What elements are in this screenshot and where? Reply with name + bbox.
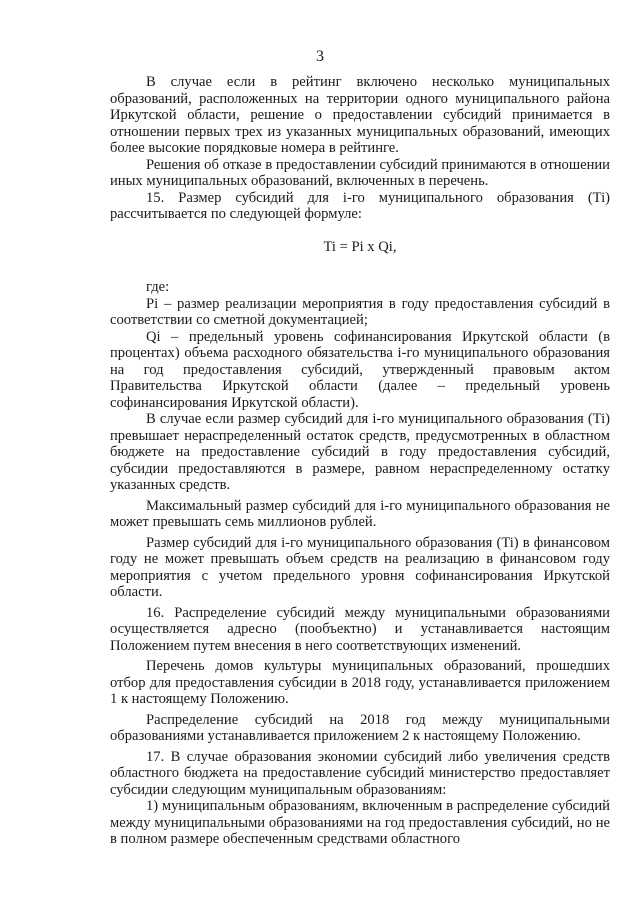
paragraph-distribution-appendix-2: Распределение субсидий на 2018 год между муниципальными образованиями устанавливается приложением 2 к настоящему Положению. xyxy=(110,711,610,744)
paragraph-exceeds-remainder: В случае если размер субсидий для i-го муниципального образования (Ti) превышает нераспределенный остаток средств, предусмотренных в областном бюджете на предоставление субсидий в году предоставления субсидий, субсидии предоставляются в размере, равном нераспределенному остатку указанных средств. xyxy=(110,411,610,493)
paragraph-15-size: 15. Размер субсидий для i-го муниципального образования (Ti) рассчитывается по следующей формуле: xyxy=(110,189,610,222)
paragraph-rating-rule: В случае если в рейтинг включено несколько муниципальных образований, расположенных на территории одного муниципального района Иркутской области, решение о предоставлении субсидий принимается в отношении первых трех из указанных муниципальных образований, имеющих более высокие порядковые номера в рейтинге. xyxy=(110,74,610,156)
paragraph-17-savings: 17. В случае образования экономии субсидий либо увеличения средств областного бюджета на предоставление субсидий министерство предоставляет субсидии следующим муниципальным образованиям: xyxy=(110,748,610,798)
paragraph-where: где: xyxy=(146,279,170,295)
definition-qi: Qi – предельный уровень софинансирования Иркутской области (в процентах) объема расходного обязательства i-го муниципального образования на год предоставления субсидий, утвержденный правовым актом Правительства Иркутской области (далее – предельный уровень софинансирования Иркутской области). xyxy=(110,328,610,411)
paragraph-financial-year: Размер субсидий для i-го муниципального образования (Ti) в финансовом году не может превышать объем средств на реализацию в финансовом году мероприятия с учетом предельного уровня софинансирования Иркутской области. xyxy=(110,534,610,600)
paragraph-17-item-1: 1) муниципальным образованиям, включенным в распределение субсидий между муниципальными образованиями на год предоставления субсидий, но не в полном размере обеспеченным средствами областного xyxy=(110,798,610,847)
page-number: 3 xyxy=(316,48,324,65)
paragraph-refusal: Решения об отказе в предоставлении субсидий принимаются в отношении иных муниципальных образований, включенных в перечень. xyxy=(110,156,610,189)
definition-pi: Pi – размер реализации мероприятия в году предоставления субсидий в соответствии со сметной документацией; xyxy=(110,295,610,328)
document-body xyxy=(110,74,610,848)
paragraph-16-distribution: 16. Распределение субсидий между муниципальными образованиями осуществляется адресно (пообъектно) и устанавливается настоящим Положением путем внесения в него соответствующих изменений. xyxy=(110,604,610,654)
paragraph-list-appendix-1: Перечень домов культуры муниципальных образований, прошедших отбор для предоставления субсидии в 2018 году, устанавливается приложением 1 к настоящему Положению. xyxy=(110,658,610,707)
paragraph-max-size: Максимальный размер субсидий для i-го муниципального образования не может превышать семь миллионов рублей. xyxy=(110,497,610,530)
subsidy-formula: Ti = Pi x Qi, xyxy=(323,238,397,255)
